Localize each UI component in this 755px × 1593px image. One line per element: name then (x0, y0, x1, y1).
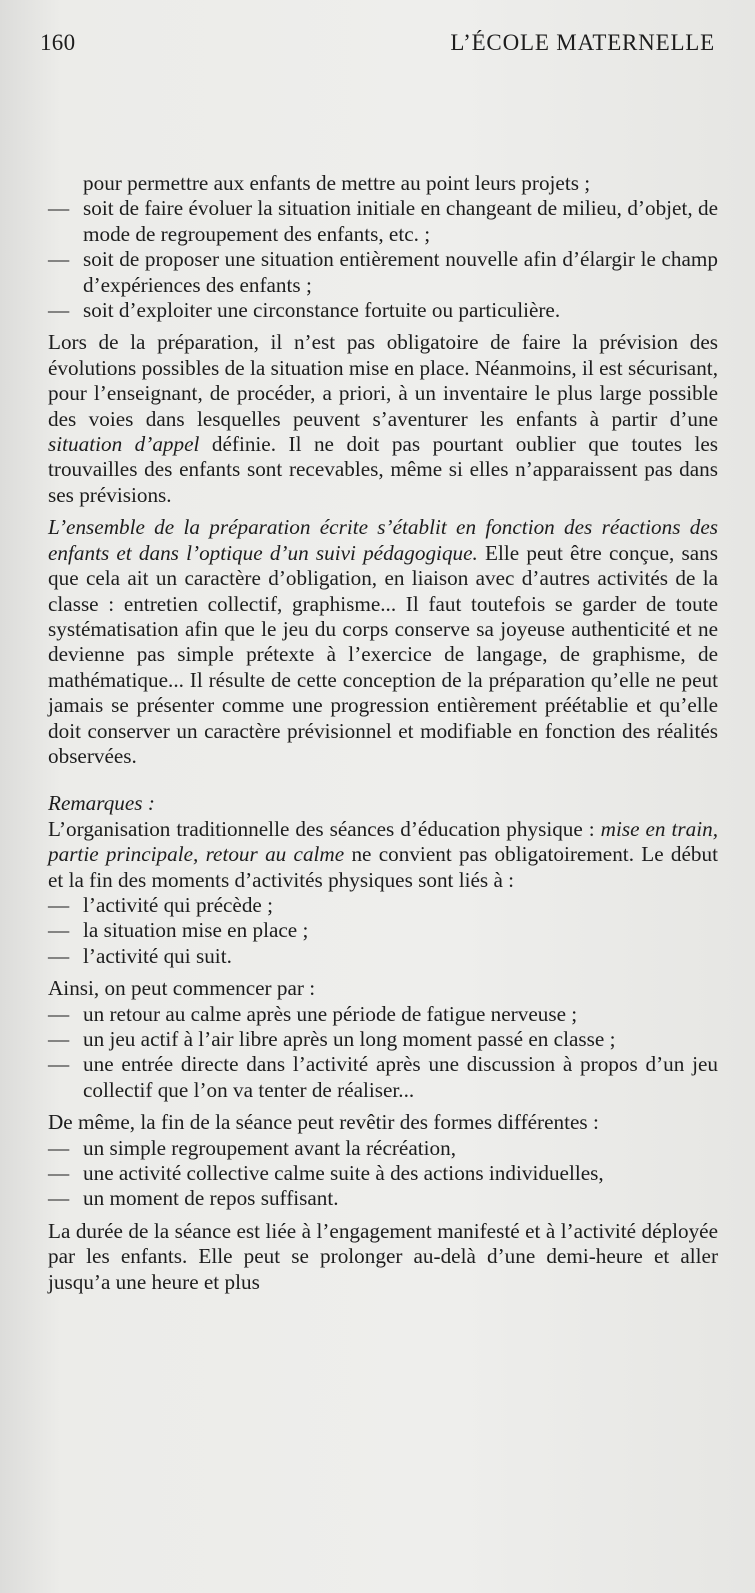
list-item (48, 893, 718, 918)
dash-bullet: — (48, 943, 70, 968)
list-item-text: la situation mise en place ; (83, 918, 309, 943)
list-item-text: un moment de repos suffisant. (83, 1186, 339, 1211)
italic-phrase: mise en train, partie principale, retour au calme (48, 816, 718, 867)
fin-intro: De même, la fin de la séance peut revêtir des formes différentes : (48, 1110, 599, 1135)
list-item (48, 1027, 718, 1052)
page-number: 160 (40, 30, 76, 55)
list-item (48, 918, 718, 943)
text-run: ne convient pas obligatoirement. Le début et la fin des moments d’activités physiques sont liés à : (48, 842, 718, 892)
list-item (48, 1002, 718, 1027)
page-header (40, 30, 715, 62)
paragraph-preparation (48, 330, 718, 508)
list-continuation: pour permettre aux enfants de mettre au point leurs projets ; (83, 171, 591, 195)
list-item-text: un jeu actif à l’air libre après un long moment passé en classe ; (83, 1027, 616, 1051)
text-run: définie. Il ne doit pas pourtant oublier que toutes les trouvailles des enfants sont recevables, même si elles n’apparaissent pas dans ses prévisions. (48, 432, 719, 507)
italic-sentence: L’ensemble de la préparation écrite s’établit en fonction des réactions des enfants et dans l’optique d’un suivi pédagogique. (48, 515, 718, 565)
dash-bullet: — (48, 1052, 70, 1077)
text-run: Elle peut être conçue, sans que cela ait un caractère d’obligation, en liaison avec d’autres activités de la classe : entretien collectif, graphisme... Il faut toutefois se garder de toute systématisation afin que le jeu du corps conserve sa joyeuse authenticité et ne devienne pas simple prétexte à l’exercice de langage, de graphisme, de mathématique... Il résulte de cette conception de la préparation qu’elle ne peut jamais se présenter comme une progression entièrement préétablie et qu’elle doit conserver un caractère prévisionnel et modifiable en fonction des réalités observées. (48, 540, 718, 768)
dash-bullet: — (48, 1001, 70, 1026)
dash-bullet: — (48, 1135, 70, 1160)
dash-bullet: — (48, 298, 70, 323)
dash-bullet: — (48, 892, 70, 917)
dash-bullet: — (48, 247, 70, 272)
list-item-text: une entrée directe dans l’activité après une discussion à propos d’un jeu collectif que l’on va tenter de réaliser... (83, 1052, 718, 1102)
remarques-heading (48, 791, 718, 816)
italic-term: situation d’appel (48, 432, 200, 457)
list-item (48, 1136, 718, 1161)
list-item-text: soit de faire évoluer la situation initiale en changeant de milieu, d’objet, de mode de regroupement des enfants, etc. ; (83, 196, 718, 246)
dash-bullet: — (48, 1186, 70, 1211)
remarques-paragraph (48, 817, 718, 893)
list-item-text: une activité collective calme suite à des actions individuelles, (83, 1161, 604, 1186)
list-item (48, 298, 718, 323)
list-item (48, 196, 718, 247)
list-item-text: un simple regroupement avant la récréation, (83, 1135, 456, 1160)
text-run: L’organisation traditionnelle des séances d’éducation physique : (48, 816, 601, 841)
list-item (48, 944, 718, 969)
list-item-text: soit de proposer une situation entièrement nouvelle afin d’élargir le champ d’expériences des enfants ; (83, 247, 718, 297)
list-item (48, 1161, 718, 1186)
text-run: Lors de la préparation, il n’est pas obligatoire de faire la prévision des évolutions possibles de la situation mise en place. Néanmoins, il est sécurisant, pour l’enseignant, de procéder, a priori, à un inventaire le plus large possible des voies dans lesquelles peuvent s’aventurer les enfants à partir d’une (48, 330, 718, 431)
list-item-text: un retour au calme après une période de fatigue nerveuse ; (83, 1001, 578, 1026)
dash-bullet: — (48, 196, 70, 221)
page-body (48, 171, 718, 1295)
list-item (48, 1052, 718, 1103)
list-item-text: soit d’exploiter une circonstance fortuite ou particulière. (83, 298, 561, 323)
list-item-text: l’activité qui précède ; (83, 892, 274, 917)
heading-text: Remarques : (48, 791, 155, 816)
list-item (48, 1186, 718, 1211)
dash-bullet: — (48, 1027, 70, 1051)
paragraph-duree: La durée de la séance est liée à l’engagement manifesté et à l’activité déployée par les enfants. Elle peut se prolonger au-delà d’une demi-heure et aller jusqu’a une heure et plus (48, 1218, 718, 1294)
dash-bullet: — (48, 918, 70, 943)
dash-bullet: — (48, 1161, 70, 1186)
list-item-text: l’activité qui suit. (83, 943, 232, 968)
ainsi-intro: Ainsi, on peut commencer par : (48, 976, 316, 1001)
list-item (48, 247, 718, 298)
paragraph-ensemble (48, 515, 718, 769)
running-title: L’ÉCOLE MATERNELLE (450, 30, 715, 55)
